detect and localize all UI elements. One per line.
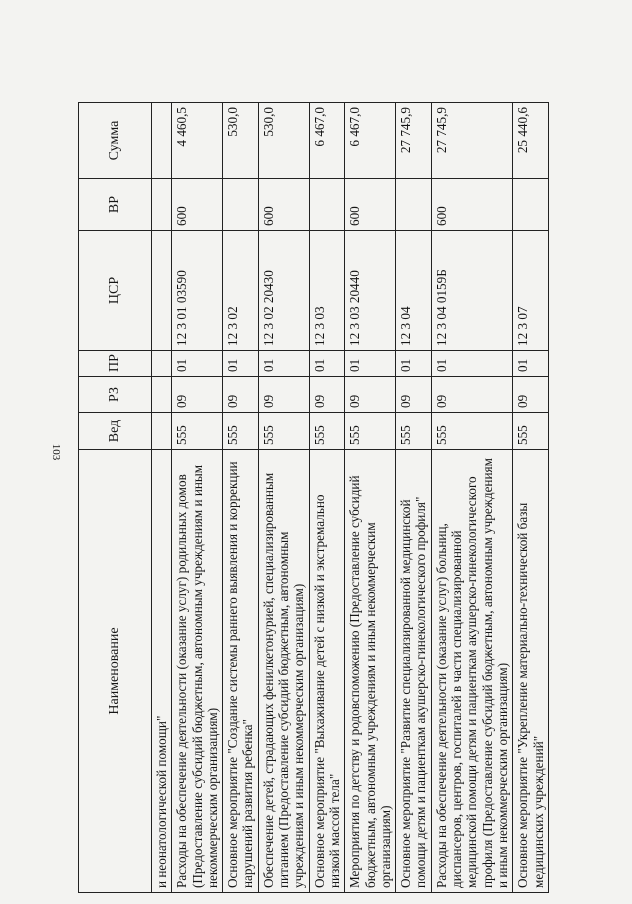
cell-vr <box>309 179 345 231</box>
cell-ved: 555 <box>396 413 432 450</box>
cell-name: Расходы на обеспечение деятельности (оказание услуг) родильных домов (Предоставление субсидий бюджетным, автономным учреждениям и иным некоммерческим организациям) <box>172 450 223 893</box>
cell-name: Основное мероприятие "Выхаживание детей с низкой и экстремально низкой массой тела" <box>309 450 345 893</box>
cell-csr: 12 3 03 <box>309 231 345 351</box>
cell-csr: 12 3 04 <box>396 231 432 351</box>
header-sum: Сумма <box>79 103 152 179</box>
cell-ved <box>152 413 172 450</box>
cell-name: Обеспечение детей, страдающих фенилкетонурией, специализированным питанием (Предоставление субсидий бюджетным, автономным учреждениям и иным некоммерческим организациям) <box>258 450 309 893</box>
cell-rz: 09 <box>431 377 512 413</box>
header-ved: Вед <box>79 413 152 450</box>
cell-pr: 01 <box>223 351 259 377</box>
page-number: 103 <box>50 443 62 461</box>
cell-pr: 01 <box>396 351 432 377</box>
cell-name: и неонатологической помощи" <box>152 450 172 893</box>
cell-sum <box>152 103 172 179</box>
cell-ved: 555 <box>223 413 259 450</box>
table-row <box>396 103 432 893</box>
header-name: Наименование <box>79 450 152 893</box>
cell-vr <box>223 179 259 231</box>
cell-vr <box>396 179 432 231</box>
cell-sum: 27 745,9 <box>396 103 432 179</box>
cell-name: Основное мероприятие "Развитие специализированной медицинской помощи детям и пациенткам акушерско-гинекологического профиля" <box>396 450 432 893</box>
cell-ved: 555 <box>513 413 549 450</box>
cell-rz: 09 <box>513 377 549 413</box>
cell-rz: 09 <box>172 377 223 413</box>
cell-sum: 25 440,6 <box>513 103 549 179</box>
cell-name: Основное мероприятие "Создание системы раннего выявления и коррекции нарушений развития ребенка" <box>223 450 259 893</box>
table-row <box>345 103 396 893</box>
cell-rz <box>152 377 172 413</box>
cell-rz: 09 <box>345 377 396 413</box>
table-row <box>309 103 345 893</box>
cell-vr: 600 <box>172 179 223 231</box>
table-row <box>172 103 223 893</box>
table-header-row <box>79 103 152 893</box>
cell-sum: 530,0 <box>258 103 309 179</box>
cell-rz: 09 <box>258 377 309 413</box>
cell-vr <box>152 179 172 231</box>
cell-csr: 12 3 03 20440 <box>345 231 396 351</box>
table-row <box>152 103 172 893</box>
cell-pr: 01 <box>258 351 309 377</box>
cell-pr: 01 <box>309 351 345 377</box>
cell-ved: 555 <box>309 413 345 450</box>
header-vr: ВР <box>79 179 152 231</box>
cell-name: Мероприятия по детству и родовспоможению (Предоставление субсидий бюджетным, автономным учреждениям и иным некоммерческим организациям) <box>345 450 396 893</box>
cell-vr: 600 <box>258 179 309 231</box>
budget-table <box>78 102 549 893</box>
cell-pr: 01 <box>513 351 549 377</box>
cell-csr: 12 3 04 0159Б <box>431 231 512 351</box>
header-pr: ПР <box>79 351 152 377</box>
cell-csr <box>152 231 172 351</box>
cell-pr: 01 <box>172 351 223 377</box>
cell-pr <box>152 351 172 377</box>
cell-ved: 555 <box>172 413 223 450</box>
cell-pr: 01 <box>345 351 396 377</box>
cell-csr: 12 3 02 <box>223 231 259 351</box>
cell-ved: 555 <box>258 413 309 450</box>
table-row <box>258 103 309 893</box>
header-csr: ЦСР <box>79 231 152 351</box>
cell-sum: 4 460,5 <box>172 103 223 179</box>
table-row <box>223 103 259 893</box>
cell-name: Основное мероприятие "Укрепление материально-технической базы медицинских учреждений" <box>513 450 549 893</box>
cell-rz: 09 <box>396 377 432 413</box>
cell-sum: 6 467,0 <box>345 103 396 179</box>
cell-vr <box>513 179 549 231</box>
table-row <box>431 103 512 893</box>
cell-sum: 530,0 <box>223 103 259 179</box>
header-rz: РЗ <box>79 377 152 413</box>
table-body <box>152 103 549 893</box>
cell-vr: 600 <box>431 179 512 231</box>
cell-name: Расходы на обеспечение деятельности (оказание услуг) больниц, диспансеров, центров, госпиталей в части специализированной медицинской помощи детям и пациенткам акушерско-гинекологического профиля (Предоставление субсидий бюджетным, автономным учреждениям и иным некоммерческим организациям) <box>431 450 512 893</box>
cell-pr: 01 <box>431 351 512 377</box>
cell-rz: 09 <box>223 377 259 413</box>
cell-rz: 09 <box>309 377 345 413</box>
cell-csr: 12 3 07 <box>513 231 549 351</box>
cell-vr: 600 <box>345 179 396 231</box>
cell-sum: 27 745,9 <box>431 103 512 179</box>
table-row <box>513 103 549 893</box>
cell-ved: 555 <box>431 413 512 450</box>
cell-sum: 6 467,0 <box>309 103 345 179</box>
cell-ved: 555 <box>345 413 396 450</box>
cell-csr: 12 3 01 03590 <box>172 231 223 351</box>
rotated-page-content <box>78 103 598 893</box>
cell-csr: 12 3 02 20430 <box>258 231 309 351</box>
